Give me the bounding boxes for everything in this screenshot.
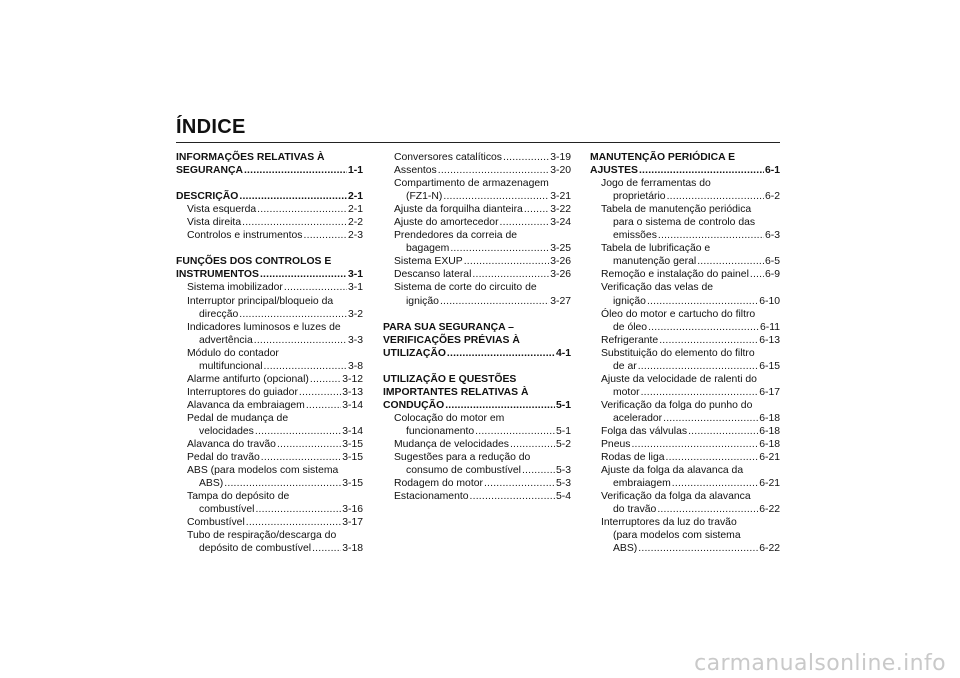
toc-page-number: 6-18 (759, 425, 780, 437)
toc-page-number: 5-3 (555, 478, 571, 490)
toc-page-number: 2-3 (347, 230, 363, 242)
toc-page-number: 2-1 (347, 191, 363, 203)
toc-leader-dots (510, 438, 555, 451)
toc-entry (176, 347, 363, 360)
toc-entry[interactable] (383, 190, 571, 203)
toc-leader-dots (663, 412, 758, 425)
toc-page-number: 6-5 (764, 256, 780, 268)
toc-entry-text: Sistema EXUP (394, 256, 463, 268)
toc-spacer (383, 308, 571, 321)
toc-section-heading (383, 373, 571, 386)
toc-leader-dots (261, 451, 341, 464)
toc-page-number: 3-3 (347, 334, 363, 346)
toc-leader-dots (472, 268, 549, 281)
toc-entry-text: DESCRIÇÃO (176, 191, 239, 203)
toc-entry-text: Sugestões para a redução do (394, 452, 531, 464)
toc-entry-text: Combustível (187, 517, 245, 529)
toc-entry (590, 216, 780, 229)
toc-entry-text: INSTRUMENTOS (176, 269, 259, 281)
toc-entry[interactable] (176, 399, 363, 412)
toc-entry (176, 490, 363, 503)
toc-entry-text: (FZ1-N) (406, 191, 443, 203)
toc-entry (383, 451, 571, 464)
toc-entry-text: Vista esquerda (187, 204, 257, 216)
toc-entry-text: Sistema imobilizador (187, 282, 283, 294)
toc-leader-dots (242, 216, 347, 229)
toc-entry[interactable] (383, 164, 571, 177)
toc-leader-dots (638, 360, 759, 373)
toc-leader-dots (638, 542, 758, 555)
toc-page-number: 3-16 (342, 504, 363, 516)
toc-entry-text: velocidades (199, 425, 254, 437)
toc-leader-dots (647, 295, 758, 308)
toc-entry-text: Verificação da folga do punho do (601, 399, 753, 411)
toc-entry[interactable] (590, 190, 780, 203)
toc-leader-dots (445, 399, 555, 412)
toc-entry-text: Pedal de mudança de (187, 412, 289, 424)
toc-entry-text: Remoção e instalação do painel (601, 269, 749, 281)
toc-entry (176, 321, 363, 334)
toc-leader-dots (697, 255, 764, 268)
toc-page-number: 6-10 (759, 295, 780, 307)
toc-leader-dots (470, 490, 555, 503)
toc-page-number: 3-15 (342, 439, 363, 451)
toc-entry[interactable] (383, 216, 571, 229)
toc-entry[interactable] (383, 438, 571, 451)
toc-leader-dots (443, 190, 549, 203)
toc-leader-dots (264, 360, 347, 373)
toc-entry-text: MANUTENÇÃO PERIÓDICA E (590, 152, 736, 163)
toc-entry-text: Verificação das velas de (601, 282, 714, 294)
toc-entry-text: Indicadores luminosos e luzes de (187, 321, 341, 333)
toc-entry[interactable] (383, 425, 571, 438)
toc-entry-text: Assentos (394, 165, 437, 177)
toc-entry-text: emissões (613, 230, 657, 242)
toc-entry[interactable] (176, 229, 363, 242)
toc-entry (176, 412, 363, 425)
toc-entry[interactable] (383, 295, 571, 308)
toc-entry[interactable] (176, 516, 363, 529)
toc-entry[interactable] (176, 203, 363, 216)
toc-entry[interactable] (176, 503, 363, 516)
toc-entry (590, 242, 780, 255)
toc-entry-text: embraiagem (613, 478, 671, 490)
toc-entry[interactable] (176, 334, 363, 347)
title-rule (176, 142, 780, 143)
toc-leader-dots (641, 386, 759, 399)
toc-leader-dots (224, 477, 341, 490)
toc-column-3 (590, 151, 780, 555)
toc-entry[interactable] (176, 542, 363, 555)
toc-entry-text: CONDUÇÃO (383, 399, 445, 411)
toc-leader-dots (447, 347, 555, 360)
toc-page-number: 6-15 (759, 360, 780, 372)
toc-entry (590, 203, 780, 216)
toc-entry (590, 529, 780, 542)
toc-page-number: 5-4 (555, 491, 571, 503)
toc-entry[interactable] (590, 295, 780, 308)
toc-entry-text: Prendedores da correia de (394, 230, 518, 242)
toc-page-number: 3-15 (342, 452, 363, 464)
toc-page-number: 3-26 (550, 256, 571, 268)
toc-leader-dots (688, 425, 758, 438)
toc-page-number: 2-1 (347, 204, 363, 216)
toc-entry[interactable] (590, 451, 780, 464)
toc-entry[interactable] (176, 477, 363, 490)
toc-entry-text: Ajuste da folga da alavanca da (601, 465, 744, 477)
toc-entry[interactable] (590, 542, 780, 555)
toc-entry-text: UTILIZAÇÃO (383, 347, 446, 359)
toc-leader-dots (464, 255, 549, 268)
toc-entry-text: IMPORTANTES RELATIVAS À (383, 386, 529, 398)
toc-entry-text: Folga das válvulas (601, 425, 688, 437)
toc-entry-text: ignição (613, 295, 646, 307)
toc-entry-text: Compartimento de armazenagem (394, 178, 549, 190)
toc-entry-text: Pedal do travão (187, 452, 260, 464)
toc-page-number: 3-20 (550, 165, 571, 177)
toc-section-heading (383, 386, 571, 399)
toc-page-number: 6-21 (759, 478, 780, 490)
toc-page-number: 3-19 (550, 152, 571, 163)
toc-page-number: 4-1 (555, 347, 571, 359)
toc-entry-text: Alavanca do travão (187, 439, 276, 451)
toc-entry (590, 490, 780, 503)
toc-entry-text: PARA SUA SEGURANÇA – (383, 321, 514, 333)
toc-entry-text: combustível (199, 504, 255, 516)
toc-leader-dots (659, 334, 758, 347)
toc-page-number: 3-13 (342, 386, 363, 398)
toc-entry[interactable] (590, 412, 780, 425)
toc-entry-text: Óleo do motor e cartucho do filtro (601, 308, 756, 320)
toc-leader-dots (299, 386, 341, 399)
toc-page-number: 6-21 (759, 452, 780, 464)
toc-entry-text: Ajuste da forquilha dianteira (394, 204, 523, 216)
toc-entry-text: Colocação do motor em (394, 412, 505, 424)
toc-entry[interactable] (590, 360, 780, 373)
toc-entry-text: Interruptor principal/bloqueio da (187, 295, 334, 307)
toc-leader-dots (255, 503, 341, 516)
toc-entry-text: Interruptores do guiador (187, 386, 298, 398)
toc-spacer (383, 360, 571, 373)
toc-entry-text: Jogo de ferramentas do (601, 178, 711, 190)
toc-entry (590, 373, 780, 386)
toc-leader-dots (524, 203, 549, 216)
toc-entry-text: Módulo do contador (187, 347, 279, 359)
toc-entry (590, 347, 780, 360)
page-title: ÍNDICE (176, 116, 246, 138)
toc-entry-text: Tubo de respiração/descarga do (187, 530, 337, 542)
toc-entry (383, 281, 571, 294)
toc-section-heading[interactable] (590, 164, 780, 177)
toc-entry-text: VERIFICAÇÕES PRÉVIAS À (383, 334, 520, 346)
toc-entry (590, 281, 780, 294)
toc-entry[interactable] (383, 464, 571, 477)
toc-entry-text: Ajuste da velocidade de ralenti do (601, 373, 757, 385)
toc-column-2 (383, 151, 571, 503)
toc-entry-text: Verificação da folga da alavanca (601, 491, 751, 503)
toc-entry-text: Interruptores da luz do travão (601, 517, 737, 529)
toc-entry[interactable] (383, 255, 571, 268)
toc-leader-dots (257, 203, 347, 216)
toc-entry[interactable] (590, 229, 780, 242)
toc-leader-dots (648, 321, 759, 334)
toc-section-heading[interactable] (176, 190, 363, 203)
toc-entry-text: Descanso lateral (394, 269, 472, 281)
toc-page-number: 5-3 (555, 465, 571, 477)
toc-entry[interactable] (590, 503, 780, 516)
toc-leader-dots (440, 295, 549, 308)
toc-entry-text: Mudança de velocidades (394, 439, 509, 451)
toc-page-number: 6-9 (764, 269, 780, 281)
toc-leader-dots (672, 477, 758, 490)
toc-entry[interactable] (590, 438, 780, 451)
toc-page-number: 5-2 (555, 439, 571, 451)
toc-entry-text: do travão (613, 504, 657, 516)
toc-entry[interactable] (590, 386, 780, 399)
toc-page-number: 5-1 (555, 399, 571, 411)
toc-leader-dots (657, 503, 758, 516)
toc-entry-text: FUNÇÕES DOS CONTROLOS E (176, 256, 332, 268)
toc-entry-text: Refrigerante (601, 334, 659, 346)
toc-entry[interactable] (176, 281, 363, 294)
toc-page-number: 3-8 (347, 360, 363, 372)
toc-page-number: 6-17 (759, 386, 780, 398)
toc-entry-text: funcionamento (406, 425, 475, 437)
toc-entry[interactable] (176, 438, 363, 451)
toc-page-number: 3-12 (342, 373, 363, 385)
toc-entry[interactable] (176, 308, 363, 321)
toc-entry-text: Tabela de manutenção periódica (601, 204, 752, 216)
toc-entry[interactable] (176, 216, 363, 229)
toc-entry-text: acelerador (613, 412, 663, 424)
toc-entry-text: manutenção geral (613, 256, 697, 268)
toc-leader-dots (475, 425, 555, 438)
toc-entry (383, 177, 571, 190)
toc-leader-dots (260, 268, 347, 281)
toc-entry (176, 295, 363, 308)
toc-page-number: 3-1 (347, 282, 363, 294)
toc-section-heading (176, 151, 363, 164)
toc-section-heading[interactable] (383, 399, 571, 412)
toc-entry (176, 464, 363, 477)
toc-section-heading (383, 334, 571, 347)
toc-page-number: 3-22 (550, 204, 571, 216)
toc-entry-text: para o sistema de controlo das (613, 217, 756, 229)
toc-entry-text: ignição (406, 295, 439, 307)
toc-entry-text: Ajuste do amortecedor (394, 217, 499, 229)
toc-entry-text: Tabela de lubrificação e (601, 243, 711, 255)
toc-section-heading (383, 321, 571, 334)
toc-page-number: 6-18 (759, 439, 780, 451)
toc-page-number: 6-13 (759, 334, 780, 346)
toc-entry-text: Rodagem do motor (394, 478, 483, 490)
toc-page-number: 3-2 (347, 308, 363, 320)
toc-entry[interactable] (176, 386, 363, 399)
toc-leader-dots (244, 164, 347, 177)
toc-entry-text: advertência (199, 334, 253, 346)
toc-entry (590, 308, 780, 321)
toc-leader-dots (522, 464, 555, 477)
toc-entry-text: Tampa do depósito de (187, 491, 290, 503)
toc-entry (590, 399, 780, 412)
toc-leader-dots (277, 438, 341, 451)
toc-leader-dots (667, 190, 764, 203)
toc-section-heading (590, 151, 780, 164)
toc-leader-dots (631, 438, 758, 451)
toc-entry[interactable] (383, 490, 571, 503)
toc-leader-dots (312, 542, 341, 555)
toc-entry-text: UTILIZAÇÃO E QUESTÕES (383, 373, 517, 385)
toc-entry-text: (para modelos com sistema (613, 530, 741, 542)
toc-page-number: 6-3 (764, 230, 780, 242)
toc-section-heading[interactable] (176, 268, 363, 281)
toc-page-number: 3-27 (550, 295, 571, 307)
toc-page-number: 6-22 (759, 543, 780, 555)
toc-section-heading[interactable] (176, 164, 363, 177)
toc-leader-dots (484, 477, 555, 490)
toc-column-1 (176, 151, 363, 555)
toc-leader-dots (246, 516, 341, 529)
toc-entry[interactable] (590, 321, 780, 334)
toc-entry-text: proprietário (613, 191, 666, 203)
toc-entry (383, 412, 571, 425)
toc-leader-dots (304, 229, 347, 242)
toc-page-number: 2-2 (347, 217, 363, 229)
toc-entry-text: Estacionamento (394, 491, 469, 503)
toc-page-number: 6-1 (764, 165, 780, 177)
toc-page-number: 6-2 (764, 191, 780, 203)
toc-page-number: 5-1 (555, 425, 571, 437)
toc-entry-text: depósito de combustível (199, 543, 312, 555)
toc-entry-text: consumo de combustível (406, 465, 521, 477)
toc-leader-dots (450, 242, 549, 255)
toc-leader-dots (438, 164, 549, 177)
toc-leader-dots (306, 399, 341, 412)
toc-entry-text: Substituição do elemento do filtro (601, 347, 755, 359)
toc-entry (383, 229, 571, 242)
toc-entry-text: AJUSTES (590, 165, 638, 177)
toc-leader-dots (500, 216, 550, 229)
toc-entry-text: Controlos e instrumentos (187, 230, 303, 242)
toc-entry (590, 464, 780, 477)
toc-entry (590, 516, 780, 529)
toc-entry-text: Alavanca da embraiagem (187, 399, 305, 411)
toc-leader-dots (284, 281, 347, 294)
toc-entry-text: ABS) (199, 478, 224, 490)
toc-entry[interactable] (590, 255, 780, 268)
toc-entry (176, 529, 363, 542)
toc-entry-text: SEGURANÇA (176, 165, 243, 177)
toc-entry-text: Sistema de corte do circuito de (394, 282, 537, 294)
toc-leader-dots (639, 164, 764, 177)
toc-entry-text: bagagem (406, 243, 450, 255)
toc-leader-dots (239, 190, 347, 203)
toc-entry[interactable] (383, 268, 571, 281)
toc-page-number: 3-15 (342, 478, 363, 490)
toc-entry-text: ABS) (613, 543, 638, 555)
toc-leader-dots (239, 308, 347, 321)
toc-entry-text: ABS (para modelos com sistema (187, 465, 339, 477)
toc-entry-text: de ar (613, 360, 637, 372)
toc-entry[interactable] (383, 477, 571, 490)
toc-leader-dots (255, 425, 341, 438)
toc-spacer (176, 177, 363, 190)
watermark: carmanualsonline.info (694, 651, 946, 676)
toc-section-heading (176, 255, 363, 268)
toc-entry[interactable] (383, 151, 571, 164)
toc-entry-text: Pneus (601, 439, 631, 451)
toc-leader-dots (666, 451, 759, 464)
toc-page-number: 3-21 (550, 191, 571, 203)
toc-leader-dots (750, 268, 764, 281)
toc-spacer (176, 242, 363, 255)
toc-entry[interactable] (590, 334, 780, 347)
toc-page-number: 6-22 (759, 504, 780, 516)
toc-leader-dots (310, 373, 341, 386)
toc-leader-dots (254, 334, 347, 347)
toc-entry[interactable] (383, 242, 571, 255)
toc-entry-text: de óleo (613, 321, 648, 333)
toc-page-number: 3-14 (342, 399, 363, 411)
toc-section-heading[interactable] (383, 347, 571, 360)
toc-page-number: 3-26 (550, 269, 571, 281)
toc-entry[interactable] (176, 425, 363, 438)
toc-leader-dots (658, 229, 764, 242)
toc-entry-text: Conversores catalíticos (394, 152, 502, 163)
toc-page-number: 3-14 (342, 425, 363, 437)
toc-entry-text: multifuncional (199, 360, 263, 372)
toc-entry-text: INFORMAÇÕES RELATIVAS À (176, 152, 325, 163)
toc-entry (590, 177, 780, 190)
toc-entry[interactable] (176, 373, 363, 386)
toc-entry-text: Rodas de liga (601, 452, 665, 464)
toc-page-number: 3-17 (342, 517, 363, 529)
toc-entry-text: Alarme antifurto (opcional) (187, 373, 309, 385)
toc-entry-text: direcção (199, 308, 239, 320)
toc-page-number: 3-25 (550, 243, 571, 255)
toc-page-number: 6-11 (759, 321, 780, 333)
toc-entry[interactable] (590, 268, 780, 281)
toc-entry[interactable] (176, 360, 363, 373)
toc-entry-text: motor (613, 386, 640, 398)
toc-page-number: 3-1 (347, 269, 363, 281)
toc-page-number: 6-18 (759, 412, 780, 424)
toc-entry[interactable] (176, 451, 363, 464)
toc-page-number: 3-18 (342, 543, 363, 555)
toc-entry[interactable] (590, 425, 780, 438)
toc-leader-dots (503, 151, 549, 164)
toc-entry[interactable] (383, 203, 571, 216)
toc-page-number: 1-1 (347, 165, 363, 177)
toc-page-number: 3-24 (550, 217, 571, 229)
toc-entry[interactable] (590, 477, 780, 490)
toc-entry-text: Vista direita (187, 217, 242, 229)
